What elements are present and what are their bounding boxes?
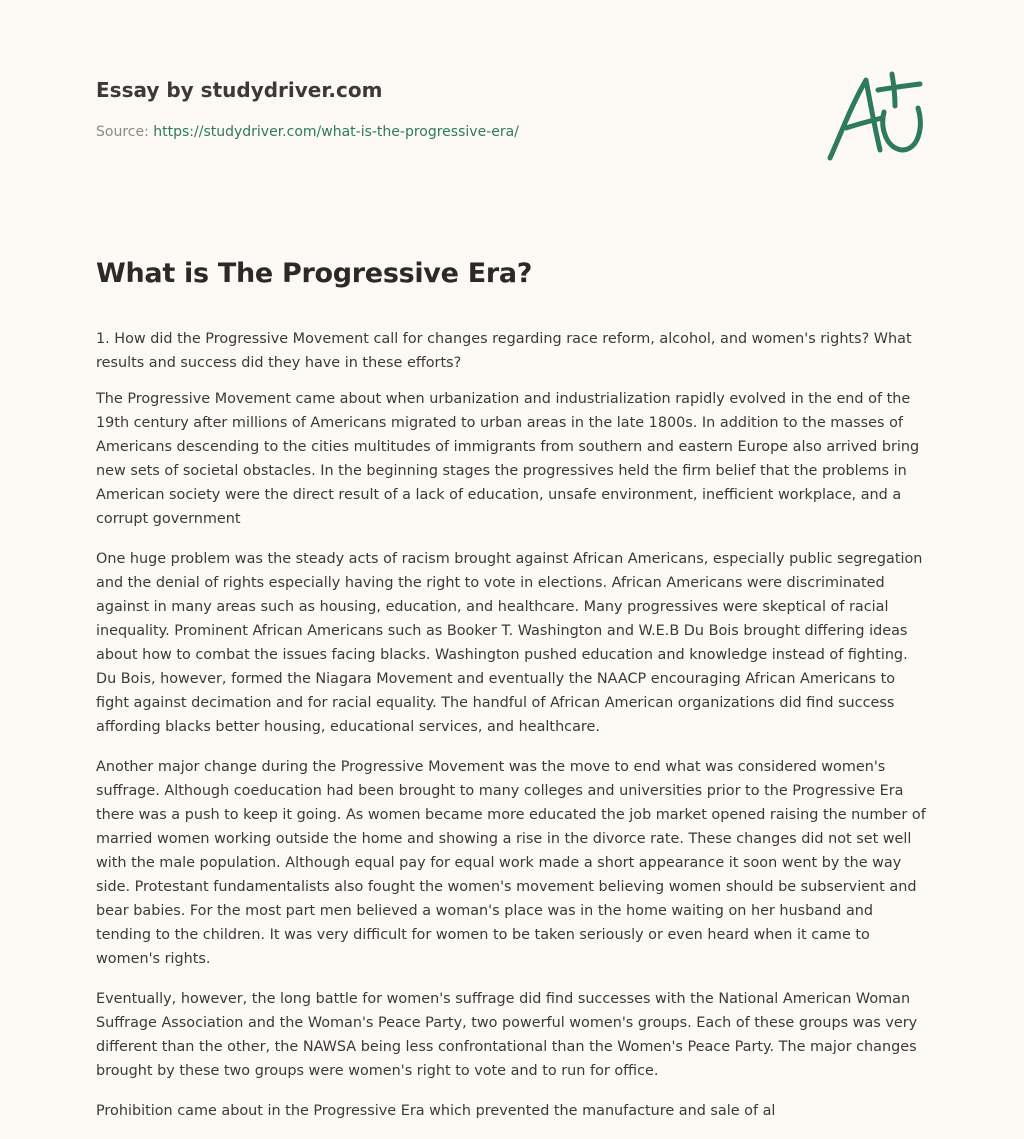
source-link[interactable]: https://studydriver.com/what-is-the-progressive-era/	[153, 124, 519, 140]
essay-paragraph: The Progressive Movement came about when urbanization and industrialization rapidly evolved in the end of the 19th century after millions of Americans migrated to urban areas in the late 1800s. In addition to the masses of Americans descending to the cities multitudes of immigrants from southern and eastern Europe also arrived bring new sets of societal obstacles. In the beginning stages the progressives held the firm belief that the problems in American society were the direct result of a lack of education, unsafe environment, inefficient workplace, and a corrupt government	[96, 391, 920, 527]
a-plus-logo-icon	[822, 66, 932, 166]
essay-question: 1. How did the Progressive Movement call for changes regarding race reform, alcohol, and women's rights? What results and success did they have in these efforts?	[96, 331, 912, 371]
essay-body	[96, 327, 930, 1139]
essay-paragraph: Prohibition came about in the Progressive Era which prevented the manufacture and sale of al	[96, 1103, 776, 1119]
source-line	[96, 122, 796, 142]
brand-title: Essay by studydriver.com	[96, 78, 383, 102]
essay-paragraph: Eventually, however, the long battle for women's suffrage did find successes with the National American Woman Suffrage Association and the Woman's Peace Party, two powerful women's groups. Each of these groups was very different than the other, the NAWSA being less confrontational than the Women's Peace Party. The major changes brought by these two groups were women's right to vote and to run for office.	[96, 991, 918, 1079]
source-label: Source:	[96, 124, 149, 140]
essay-header	[96, 76, 796, 142]
essay-paragraph: One huge problem was the steady acts of racism brought against African Americans, especially public segregation and the denial of rights especially having the right to vote in elections. African Americans were discriminated against in many areas such as housing, education, and healthcare. Many progressives were skeptical of racial inequality. Prominent African Americans such as Booker T. Washington and W.E.B Du Bois brought differing ideas about how to combat the issues facing blacks. Washington pushed education and knowledge instead of fighting. Du Bois, however, formed the Niagara Movement and eventually the NAACP encouraging African Americans to fight against decimation and for racial equality. The handful of African American organizations did find success affording blacks better housing, educational services, and healthcare.	[96, 551, 923, 735]
essay-title: What is The Progressive Era?	[96, 258, 533, 289]
essay-paragraph: Another major change during the Progressive Movement was the move to end what was considered women's suffrage. Although coeducation had been brought to many colleges and universities prior to the Progressive Era there was a push to keep it going. As women became more educated the job market opened raising the number of married women working outside the home and showing a rise in the divorce rate. These changes did not set well with the male population. Although equal pay for equal work made a short appearance it soon went by the way side. Protestant fundamentalists also fought the women's movement believing women should be subservient and bear babies. For the most part men believed a woman's place was in the home waiting on her husband and tending to the children. It was very difficult for women to be taken seriously or even heard when it came to women's rights.	[96, 759, 926, 967]
